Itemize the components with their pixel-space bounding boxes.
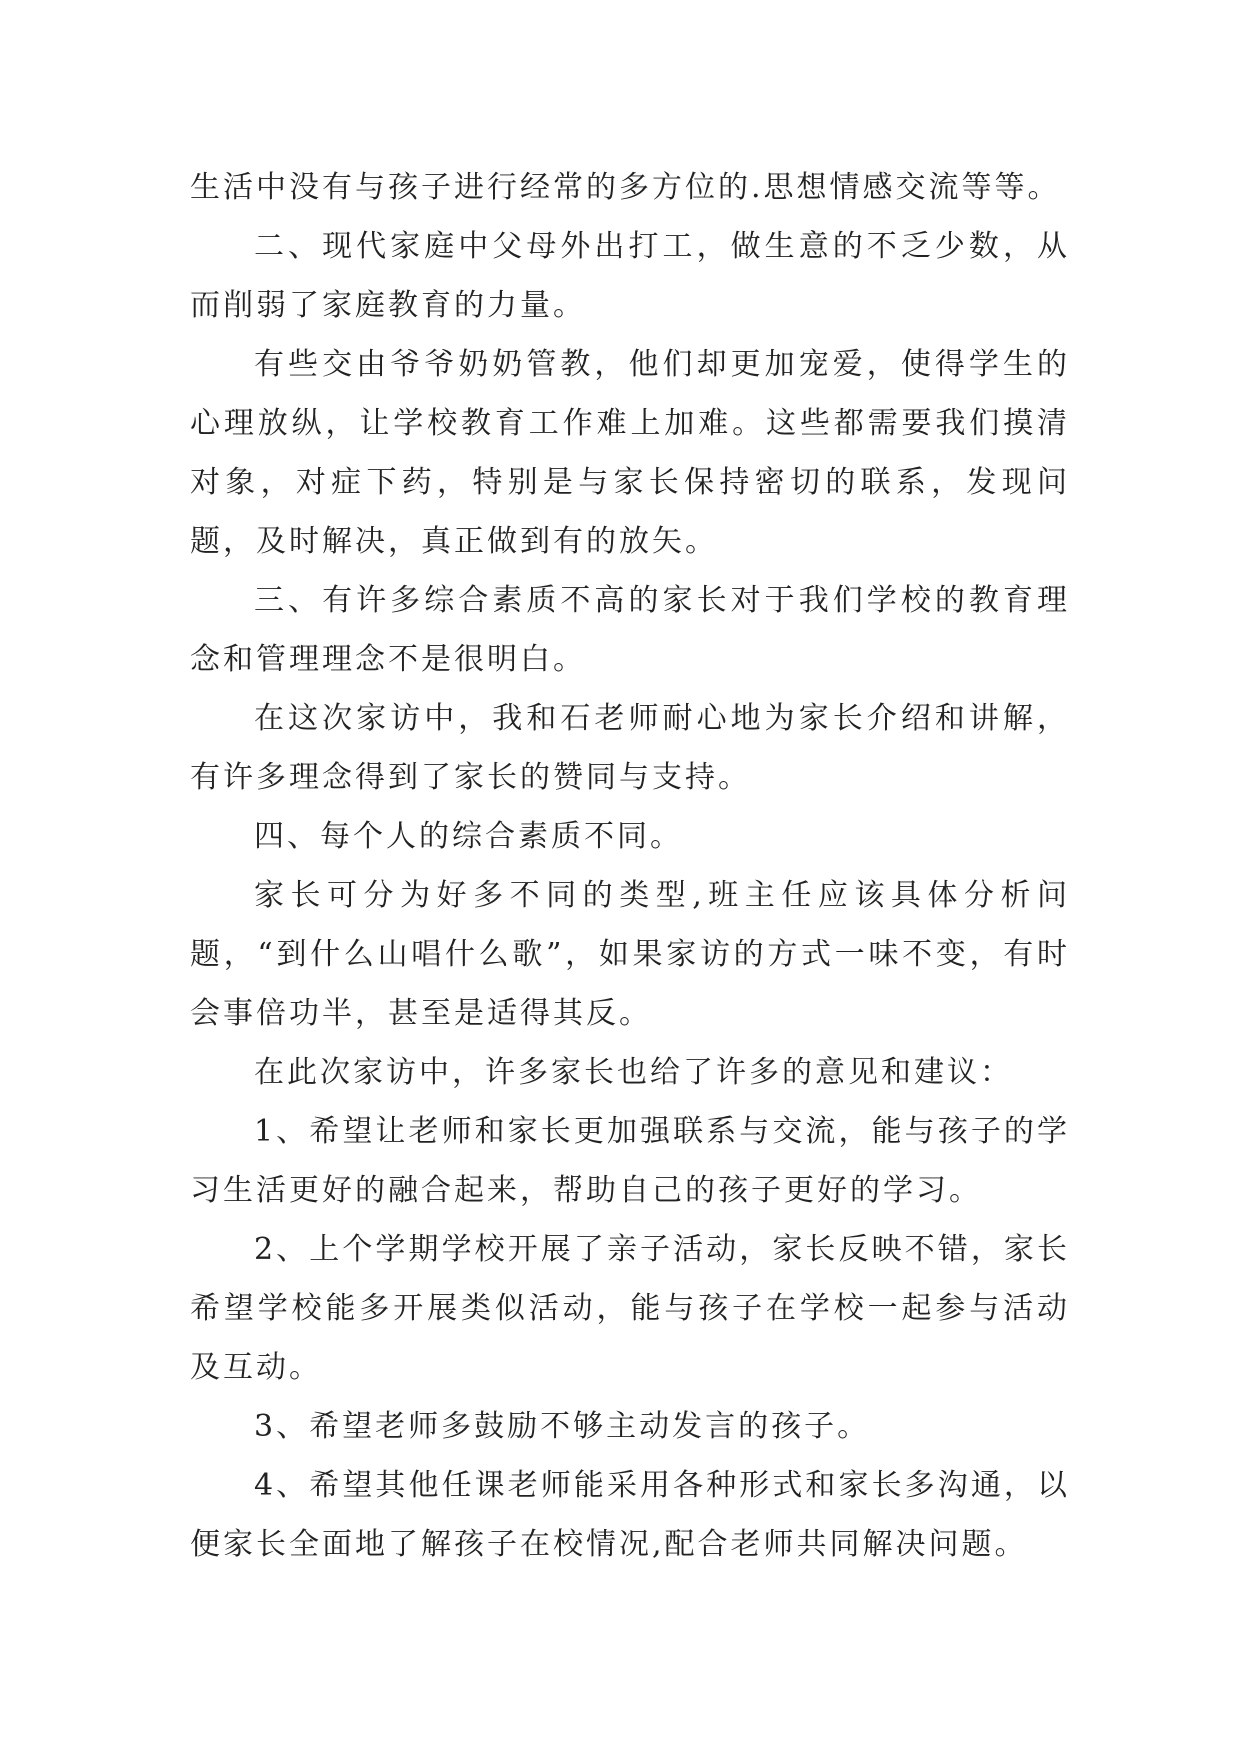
paragraph-1: 生活中没有与孩子进行经常的多方位的.思想情感交流等等。 xyxy=(190,170,1061,205)
paragraph-12: 4、希望其他任课老师能采用各种形式和家长多沟通，以便家长全面地了解孩子在校情况,配合老师共同解决问题。 xyxy=(190,1468,1070,1562)
paragraph-10: 2、上个学期学校开展了亲子活动，家长反映不错，家长希望学校能多开展类似活动，能与孩子在学校一起参与活动及互动。 xyxy=(190,1232,1070,1385)
paragraph-2: 二、现代家庭中父母外出打工，做生意的不乏少数，从而削弱了家庭教育的力量。 xyxy=(190,229,1070,323)
paragraph-5: 在这次家访中，我和石老师耐心地为家长介绍和讲解，有许多理念得到了家长的赞同与支持。 xyxy=(190,701,1070,795)
paragraph-11: 3、希望老师多鼓励不够主动发言的孩子。 xyxy=(254,1409,871,1444)
paragraph-3: 有些交由爷爷奶奶管教，他们却更加宠爱，使得学生的心理放纵，让学校教育工作难上加难。这些都需要我们摸清对象，对症下药，特别是与家长保持密切的联系，发现问题，及时解决，真正做到有的放矢。 xyxy=(190,347,1070,559)
document-body xyxy=(190,158,1070,1574)
paragraph-4: 三、有许多综合素质不高的家长对于我们学校的教育理念和管理理念不是很明白。 xyxy=(190,583,1070,677)
paragraph-7: 家长可分为好多不同的类型,班主任应该具体分析问题，“到什么山唱什么歌”，如果家访的方式一味不变，有时会事倍功半，甚至是适得其反。 xyxy=(190,878,1070,1031)
paragraph-6: 四、每个人的综合素质不同。 xyxy=(254,819,683,854)
paragraph-8: 在此次家访中，许多家长也给了许多的意见和建议： xyxy=(254,1055,1013,1090)
paragraph-9: 1、希望让老师和家长更加强联系与交流，能与孩子的学习生活更好的融合起来，帮助自己的孩子更好的学习。 xyxy=(190,1114,1070,1208)
